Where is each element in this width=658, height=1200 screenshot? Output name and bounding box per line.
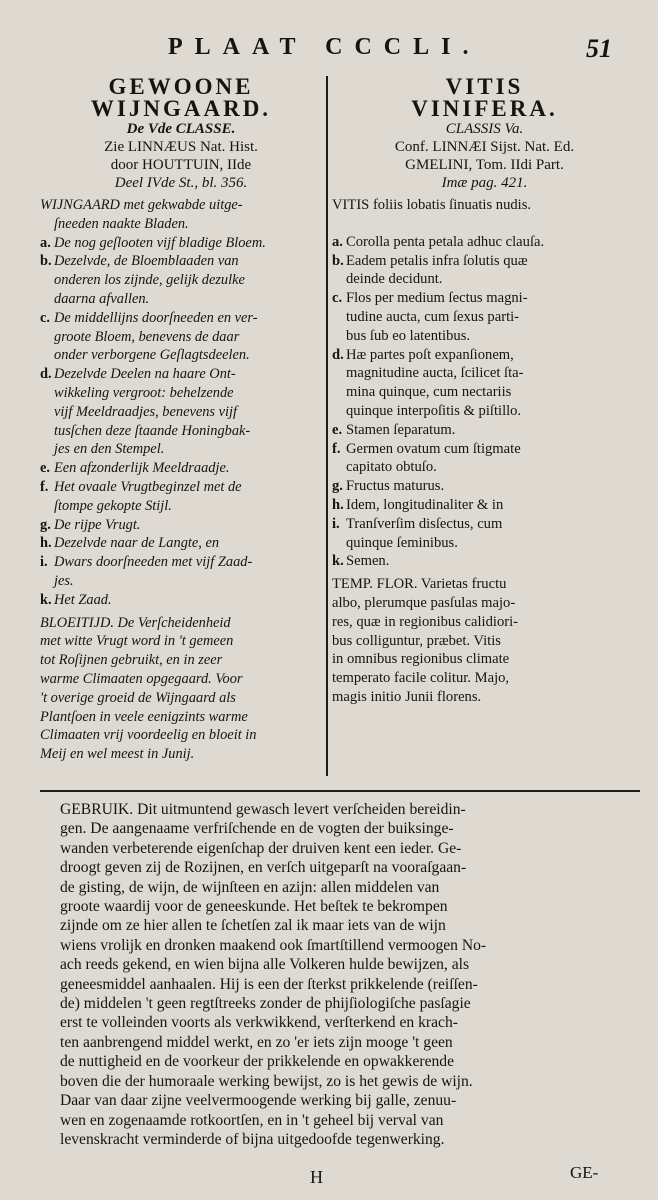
figure-description — [346, 515, 637, 553]
figure-description-line: De middellijns doorſneeden en ver- — [54, 309, 258, 326]
figure-description — [54, 516, 322, 535]
dutch-description-2: ſneeden naakte Bladen. — [54, 215, 189, 232]
dutch-flowering-text — [40, 614, 322, 764]
figure-entry — [332, 346, 637, 421]
figure-description — [346, 289, 637, 345]
page-number: 51 — [586, 34, 612, 63]
latin-flowering-text — [332, 575, 637, 707]
figure-description-line: magnitudine aucta, ſcilicet ſta- — [346, 365, 524, 382]
figure-description-line: onder verborgene Geſlagtsdeelen. — [54, 347, 250, 364]
usage-line: groote waardij voor de geneeskunde. Het beſtek te bekrompen — [60, 898, 448, 916]
latin-figure-list — [332, 233, 637, 571]
flowering-line: magis initio Junii florens. — [332, 688, 482, 705]
figure-label: c. — [332, 290, 343, 307]
two-column-body — [40, 76, 640, 776]
figure-label: a. — [332, 233, 343, 250]
flowering-line: Climaaten vrij voordeelig en bloeit in — [40, 727, 257, 744]
figure-label: e. — [40, 460, 50, 477]
figure-entry — [332, 252, 637, 290]
figure-description-line: Dezelvde naar de Langte, en — [54, 535, 220, 552]
figure-entry — [40, 478, 322, 516]
figure-label: d. — [40, 366, 52, 383]
figure-description-line: jes. — [54, 572, 74, 589]
figure-description-line: Fructus maturus. — [346, 478, 445, 495]
dutch-reference-1: Zie LINNÆUS Nat. Hist. — [104, 139, 258, 155]
figure-description-line: Eadem petalis infra ſolutis quæ — [346, 252, 528, 269]
signature-mark: H — [310, 1167, 323, 1187]
flowering-line: Plantſoen in veele eenigzints warme — [40, 708, 248, 725]
figure-entry — [332, 515, 637, 553]
usage-line: de nuttigheid en de voorkeur der prikkelende en opwakkerende — [60, 1053, 455, 1071]
figure-label: f. — [40, 478, 49, 495]
usage-line: de) middelen 't geen regtſtreeks zonder de phijſiologiſche pasſagie — [60, 995, 471, 1013]
usage-line: erst te volleinden voorts als verkwikkend, verſterkend en krach- — [60, 1014, 458, 1032]
figure-description-line: Het ovaale Vrugtbeginzel met de — [54, 478, 242, 495]
page-footer — [0, 1163, 658, 1193]
latin-reference-2: GMELINI, Tom. IIdi Part. — [405, 157, 564, 173]
latin-title-line-1: VITIS — [445, 74, 524, 99]
figure-description — [346, 233, 637, 252]
figure-label: f. — [332, 440, 341, 457]
flowering-line: warme Climaaten opgegaard. Voor — [40, 670, 243, 687]
figure-label: i. — [332, 515, 340, 532]
figure-description-line: quinque interpoſitis & piſtillo. — [346, 402, 522, 419]
figure-label: d. — [332, 346, 344, 363]
usage-line: levenskracht verminderde of bijna uitgedoofde tegenwerking. — [60, 1130, 445, 1148]
figure-description-line: wikkeling vergroot: behelzende — [54, 384, 234, 401]
usage-line: wiens vrolijk en dronken maakend ook ſmartſtillend vermoogen No- — [60, 936, 487, 954]
figure-description-line: Flos per medium ſectus magni- — [346, 290, 528, 307]
usage-paragraph — [60, 800, 616, 1149]
latin-column — [332, 76, 637, 707]
usage-line: boven die der humoraale werking bewijst, zo is het gewis de wijn. — [60, 1072, 473, 1090]
dutch-class-line: De Vde CLASSE. — [126, 121, 236, 137]
figure-entry — [40, 365, 322, 459]
catchword: GE- — [570, 1163, 599, 1182]
figure-label: h. — [40, 535, 52, 552]
figure-description-line: tusſchen deze ſtaande Honingbak- — [54, 422, 251, 439]
flowering-line: tot Roſijnen gebruikt, en in zeer — [40, 652, 223, 669]
figure-description — [346, 440, 637, 478]
figure-label: g. — [332, 478, 343, 495]
figure-description — [346, 477, 637, 496]
figure-entry — [332, 421, 637, 440]
figure-entry — [40, 459, 322, 478]
section-divider — [40, 790, 640, 792]
figure-entry — [40, 234, 322, 253]
figure-entry — [40, 534, 322, 553]
latin-reference-3: Imæ pag. 421. — [441, 175, 528, 191]
flowering-line: Meij en wel meest in Junij. — [40, 746, 195, 763]
figure-description-line: Idem, longitudinaliter & in — [346, 496, 504, 513]
figure-description — [346, 552, 637, 571]
figure-label: g. — [40, 516, 51, 533]
flowering-line: met witte Vrugt word in 't gemeen — [40, 633, 234, 650]
figure-description — [346, 252, 637, 290]
dutch-column — [40, 76, 322, 764]
figure-entry — [40, 553, 322, 591]
flowering-line: res, quæ in regionibus calidiori- — [332, 613, 519, 630]
figure-description-line: Stamen ſeparatum. — [346, 421, 456, 438]
usage-line: ten aanbrengend middel werkt, en zo 'er iets zijn mooge 't geen — [60, 1033, 453, 1051]
figure-description-line: deinde decidunt. — [346, 271, 443, 288]
figure-description — [54, 534, 322, 553]
figure-description-line: mina quinque, cum nectariis — [346, 384, 512, 401]
figure-description-line: vijf Meeldraadjes, benevens vijf — [54, 403, 238, 420]
latin-description: VITIS foliis lobatis ſinuatis nudis. — [332, 197, 532, 213]
figure-entry — [332, 496, 637, 515]
figure-description-line: De nog geſlooten vijf bladige Bloem. — [54, 234, 266, 251]
figure-description — [54, 309, 322, 365]
figure-description-line: quinque ſeminibus. — [346, 534, 458, 551]
figure-entry — [332, 440, 637, 478]
usage-line: wanden verbeterende eigenſchap der druiven kent een ieder. Ge- — [60, 839, 462, 857]
figure-label: k. — [40, 591, 52, 608]
figure-description-line: Het Zaad. — [54, 591, 112, 608]
figure-entry — [40, 591, 322, 610]
page-header — [0, 24, 658, 64]
figure-description-line: Semen. — [346, 553, 390, 570]
flowering-line: BLOEITIJD. De Verſcheidenheid — [40, 614, 231, 631]
figure-entry — [332, 477, 637, 496]
flowering-line: TEMP. FLOR. Varietas fructu — [332, 576, 507, 593]
figure-description-line: Germen ovatum cum ſtigmate — [346, 440, 521, 457]
figure-description — [54, 591, 322, 610]
figure-entry — [332, 233, 637, 252]
figure-label: e. — [332, 421, 343, 438]
flowering-line: albo, plerumque pasſulas majo- — [332, 594, 516, 611]
latin-title-line-2: VINIFERA. — [411, 96, 558, 121]
figure-entry — [332, 289, 637, 345]
figure-description-line: tudine aucta, cum ſexus parti- — [346, 308, 520, 325]
figure-description-line: Tranſverſim disſectus, cum — [346, 515, 503, 532]
figure-description-line: Hæ partes poſt expanſionem, — [346, 346, 514, 363]
figure-description — [54, 459, 322, 478]
figure-label: a. — [40, 234, 51, 251]
figure-description-line: Dezelvde, de Bloemblaaden van — [54, 253, 239, 270]
figure-description-line: bus ſub eo latentibus. — [346, 327, 471, 344]
dutch-figure-list — [40, 234, 322, 610]
figure-entry — [40, 252, 322, 308]
figure-description — [54, 234, 322, 253]
figure-description-line: ſtompe gekopte Stijl. — [54, 497, 172, 514]
usage-line: zijnde om ze hier allen te ſchetſen zal ik maar iets van de wijn — [60, 917, 446, 935]
figure-entry — [332, 552, 637, 571]
usage-line: geneesmiddel aanhaalen. Hij is een der ſterkst prikkelende (reiſſen- — [60, 975, 478, 993]
figure-label: i. — [40, 554, 48, 571]
figure-description-line: Corolla penta petala adhuc clauſa. — [346, 233, 545, 250]
flowering-line: in omnibus regionibus climate — [332, 651, 510, 668]
figure-label: k. — [332, 553, 344, 570]
column-divider — [326, 76, 328, 776]
figure-entry — [40, 516, 322, 535]
figure-entry — [40, 309, 322, 365]
figure-description-line: daarna afvallen. — [54, 290, 150, 307]
dutch-reference-2: door HOUTTUIN, IIde — [110, 157, 252, 173]
figure-description-line: capitato obtuſo. — [346, 459, 437, 476]
figure-label: b. — [332, 252, 344, 269]
figure-description — [54, 553, 322, 591]
flowering-line: bus colliguntur, præbet. Vitis — [332, 632, 501, 649]
figure-description-line: onderen los zijnde, gelijk dezulke — [54, 272, 245, 289]
usage-line: de gisting, de wijn, de wijnſteen en azijn: allen middelen van — [60, 878, 440, 896]
dutch-title-line-1: GEWOONE — [108, 74, 254, 99]
figure-label: c. — [40, 309, 50, 326]
latin-reference-1: Conf. LINNÆI Sijst. Nat. Ed. — [394, 139, 575, 155]
plate-title: PLAAT CCCLI. — [168, 34, 481, 60]
figure-description — [54, 365, 322, 459]
figure-description-line: jes en den Stempel. — [54, 441, 165, 458]
figure-description — [54, 252, 322, 308]
flowering-line: 't overige groeid de Wijngaard als — [40, 689, 236, 706]
usage-line: ach reeds gekend, en wien bijna alle Volkeren hulde bewijzen, als — [60, 956, 470, 974]
figure-description — [346, 421, 637, 440]
figure-description-line: Dezelvde Deelen na haare Ont- — [54, 366, 236, 383]
latin-class-line: CLASSIS Va. — [445, 121, 524, 137]
usage-line: gen. De aangenaame verfriſchende en de vogten der buiksinge- — [60, 820, 454, 838]
figure-description — [346, 496, 637, 515]
dutch-title-line-2: WIJNGAARD. — [90, 96, 272, 121]
figure-description-line: Een afzonderlijk Meeldraadje. — [54, 460, 230, 477]
usage-line: Daar van daar zijne veelvermoogende werking bij galle, zenuu- — [60, 1092, 457, 1110]
figure-description — [54, 478, 322, 516]
dutch-reference-3: Deel IVde St., bl. 356. — [114, 175, 248, 191]
figure-description-line: groote Bloem, benevens de daar — [54, 328, 240, 345]
figure-description-line: Dwars doorſneeden met vijf Zaad- — [54, 554, 253, 571]
usage-line: droogt geven zij de Rozijnen, en verſch uitgeparſt na vooraſgaan- — [60, 859, 467, 877]
usage-line: wen en zogenaamde rotkoortſen, en in 't geheel bij verval van — [60, 1111, 444, 1129]
figure-label: h. — [332, 496, 344, 513]
flowering-line: temperato facile colitur. Majo, — [332, 670, 510, 687]
usage-line: GEBRUIK. Dit uitmuntend gewasch levert verſcheiden bereidin- — [60, 801, 466, 818]
figure-description — [346, 346, 637, 421]
figure-label: b. — [40, 253, 52, 270]
dutch-description-1: WIJNGAARD met gekwabde uitge- — [40, 197, 243, 213]
figure-description-line: De rijpe Vrugt. — [54, 516, 141, 533]
